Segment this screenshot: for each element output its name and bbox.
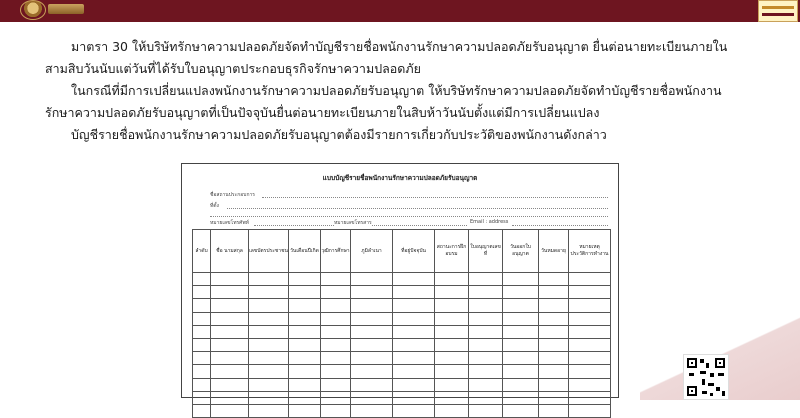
table-cell [193,338,211,351]
table-cell [211,404,249,417]
address-label: ที่ตั้ง [210,203,219,209]
table-cell [193,312,211,325]
table-cell [211,273,249,286]
table-cell [351,404,393,417]
table-cell [539,286,569,299]
table-cell [321,378,351,391]
table-cell [289,299,321,312]
table-row [193,391,611,404]
table-cell [211,365,249,378]
table-cell [211,299,249,312]
table-cell [393,312,435,325]
paragraph-section-30-cont: สามสิบวันนับแต่วันที่ได้รับใบอนุญาตประกอบธุรกิจรักษาความปลอดภัย [45,61,421,76]
emblem-ribbon-icon [48,4,84,14]
table-cell [321,404,351,417]
col-license-no: ใบอนุญาตเลขที่ [469,230,503,273]
address-line-2 [210,216,608,217]
company-label: ชื่อสถานประกอบการ [210,192,255,198]
table-row [193,404,611,417]
company-line [262,197,608,198]
table-cell [351,325,393,338]
table-cell [569,325,611,338]
col-current-address: ที่อยู่ปัจจุบัน [393,230,435,273]
table-cell [503,325,539,338]
qr-code-icon [683,354,729,400]
table-cell [435,312,469,325]
table-cell [289,312,321,325]
table-cell [539,391,569,404]
table-cell [289,273,321,286]
employee-table [192,229,611,418]
table-cell [351,365,393,378]
table-cell [193,299,211,312]
table-cell [539,325,569,338]
table-cell [211,325,249,338]
table-cell [393,404,435,417]
table-row [193,338,611,351]
table-cell [193,404,211,417]
agency-logo [758,0,798,22]
table-cell [393,365,435,378]
table-cell [569,365,611,378]
table-cell [211,286,249,299]
table-cell [249,391,289,404]
table-cell [435,338,469,351]
table-cell [351,286,393,299]
table-cell [503,273,539,286]
table-cell [503,365,539,378]
table-row [193,325,611,338]
table-cell [435,404,469,417]
table-cell [321,273,351,286]
col-issue-date: วันออกใบอนุญาต [503,230,539,273]
table-cell [289,365,321,378]
table-cell [193,286,211,299]
table-cell [503,404,539,417]
table-cell [435,325,469,338]
table-cell [211,352,249,365]
paragraph-change-case-cont: รักษาความปลอดภัยรับอนุญาตที่เป็นปัจจุบันยื่นต่อนายทะเบียนภายในสิบห้าวันนับตั้งแต่มีการเปลี่ยนแปลง [45,105,600,120]
table-cell [289,325,321,338]
table-cell [351,299,393,312]
form-title: แบบบัญชีรายชื่อพนักงานรักษาความปลอดภัยรับอนุญาต [322,174,478,182]
table-cell [569,273,611,286]
table-cell [539,378,569,391]
table-cell [469,378,503,391]
table-cell [539,312,569,325]
table-cell [321,325,351,338]
table-cell [503,286,539,299]
table-cell [351,391,393,404]
fax-line [372,225,467,226]
paragraph-change-case: ในกรณีที่มีการเปลี่ยนแปลงพนักงานรักษาความปลอดภัยรับอนุญาต ให้บริษัทรักษาความปลอดภัยจัดทำบัญชีรายชื่อพนักงาน [71,83,722,98]
table-cell [321,391,351,404]
table-cell [503,338,539,351]
table-cell [393,378,435,391]
paragraph-list-requirements: บัญชีรายชื่อพนักงานรักษาความปลอดภัยรับอนุญาตต้องมีรายการเกี่ยวกับประวัติของพนักงานดังกล่าว [71,127,607,142]
table-cell [469,352,503,365]
emblem-icon [20,0,46,20]
table-cell [289,286,321,299]
table-row [193,378,611,391]
table-cell [193,325,211,338]
table-cell [569,312,611,325]
table-cell [351,338,393,351]
table-cell [193,391,211,404]
table-cell [539,299,569,312]
table-cell [393,273,435,286]
table-cell [539,404,569,417]
table-cell [249,312,289,325]
table-cell [249,365,289,378]
col-no: ลำดับ [193,230,211,273]
table-cell [503,299,539,312]
table-cell [249,338,289,351]
table-cell [503,378,539,391]
table-cell [539,352,569,365]
table-cell [289,391,321,404]
table-row [193,299,611,312]
table-cell [435,378,469,391]
table-cell [469,325,503,338]
table-cell [435,352,469,365]
table-cell [569,352,611,365]
phone-line [254,225,334,226]
address-line [227,208,608,209]
table-cell [321,365,351,378]
table-row [193,352,611,365]
table-cell [351,273,393,286]
table-cell [321,286,351,299]
table-cell [249,378,289,391]
table-cell [351,378,393,391]
table-cell [435,286,469,299]
table-cell [539,365,569,378]
table-cell [469,338,503,351]
table-cell [321,338,351,351]
table-cell [469,299,503,312]
table-cell [321,299,351,312]
col-training: สถานะการฝึกอบรม [435,230,469,273]
header-bar [0,0,800,22]
table-cell [469,273,503,286]
table-cell [435,299,469,312]
table-row [193,286,611,299]
col-id: เลขบัตรประชาชน [249,230,289,273]
table-cell [393,352,435,365]
table-row [193,365,611,378]
table-cell [569,299,611,312]
email-label: Email : address [470,219,509,225]
table-cell [469,312,503,325]
table-cell [393,299,435,312]
table-cell [249,352,289,365]
table-cell [211,391,249,404]
table-cell [249,286,289,299]
table-cell [289,338,321,351]
table-cell [435,273,469,286]
phone-label: หมายเลขโทรศัพท์ [210,220,249,226]
table-cell [469,365,503,378]
table-cell [321,312,351,325]
col-name: ชื่อ นามสกุล [211,230,249,273]
table-cell [249,404,289,417]
table-cell [249,299,289,312]
table-cell [211,338,249,351]
table-cell [569,404,611,417]
col-expiry: วันหมดอายุ [539,230,569,273]
table-cell [435,391,469,404]
table-cell [569,338,611,351]
col-hometown: ภูมิลำเนา [351,230,393,273]
paragraph-section-30: มาตรา 30 ให้บริษัทรักษาความปลอดภัยจัดทำบัญชีรายชื่อพนักงานรักษาความปลอดภัยรับอนุญาต ยื่นต่อนายทะเบียนภายใน [71,39,728,54]
table-cell [569,378,611,391]
table-cell [393,325,435,338]
table-cell [393,286,435,299]
table-cell [193,352,211,365]
table-row [193,312,611,325]
table-cell [393,391,435,404]
table-cell [569,391,611,404]
table-cell [539,273,569,286]
table-cell [193,378,211,391]
table-cell [503,312,539,325]
table-cell [289,378,321,391]
col-birth: วันเดือนปีเกิด [289,230,321,273]
table-cell [539,338,569,351]
table-cell [321,352,351,365]
col-remarks: หมายเหตุ ประวัติการทำงาน [569,230,611,273]
fax-label: หมายเลขโทรสาร [334,220,372,226]
table-cell [211,312,249,325]
table-cell [351,312,393,325]
table-cell [211,378,249,391]
table-cell [193,365,211,378]
col-education: วุฒิการศึกษา [321,230,351,273]
table-cell [249,325,289,338]
table-cell [569,286,611,299]
employee-list-form [181,163,619,398]
table-cell [393,338,435,351]
table-cell [503,391,539,404]
email-line [512,225,608,226]
table-cell [249,273,289,286]
table-cell [351,352,393,365]
table-cell [503,352,539,365]
table-cell [469,404,503,417]
table-cell [289,404,321,417]
table-header-row [193,230,611,273]
table-cell [193,273,211,286]
table-cell [469,286,503,299]
table-row [193,273,611,286]
table-cell [435,365,469,378]
table-cell [289,352,321,365]
table-cell [469,391,503,404]
